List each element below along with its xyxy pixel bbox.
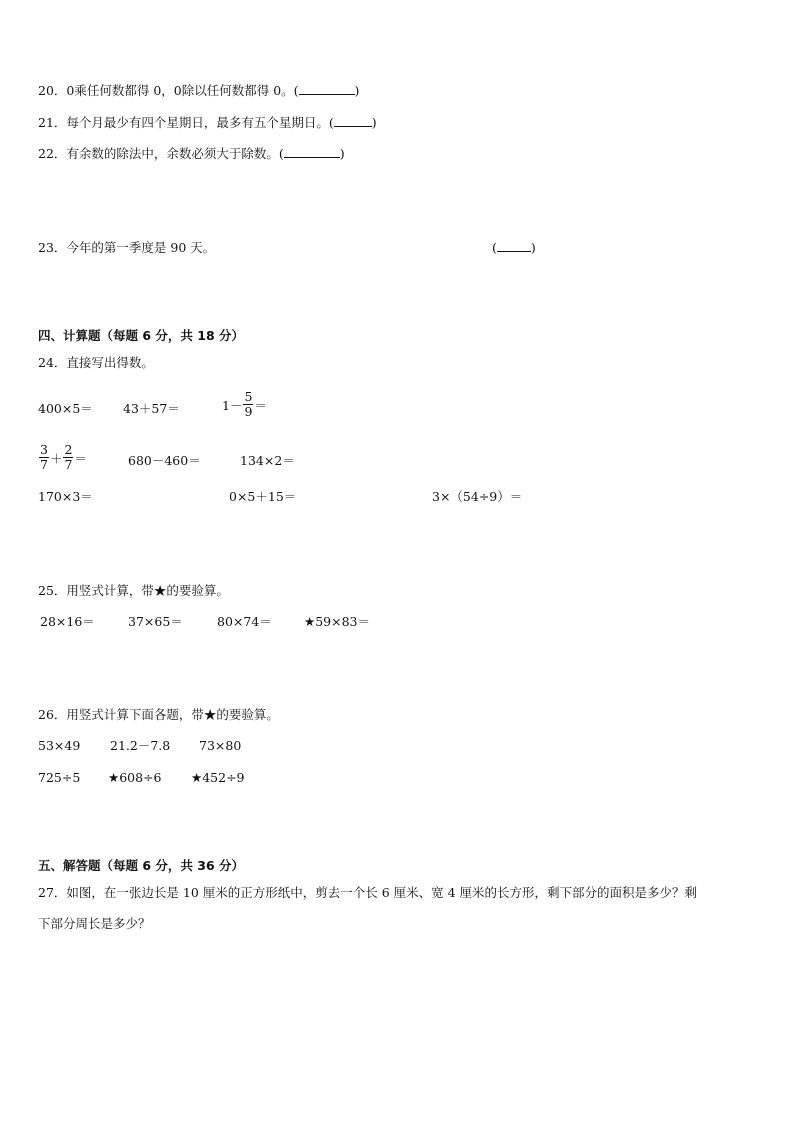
answer-slot-23 [492,239,536,257]
calc-item: ★59×83＝ [304,614,370,629]
question-23 [38,239,215,257]
answer-blank-23[interactable] [497,240,531,252]
paren-close: ) [339,146,345,161]
calc-item-fraction [222,390,267,419]
calc-item: 53×49 [38,738,81,753]
calc-item: 170×3＝ [38,489,93,504]
expr-part: ＋ [49,450,63,466]
calc-item: 73×80 [199,738,242,753]
expr-part: 1－ [222,397,243,413]
calc-item: 400×5＝ [38,401,93,416]
calc-item: 43＋57＝ [123,401,180,416]
paren-open: ( [492,240,497,255]
question-27-line-2: 下部分周长是多少？ [38,916,151,931]
question-24-prompt: 24．直接写出得数。 [38,355,154,370]
question-22-text: 22．有余数的除法中，余数必须大于除数。( [38,146,284,161]
fraction [63,443,73,472]
question-21-text: 21．每个月最少有四个星期日，最多有五个星期日。( [38,115,334,130]
calc-item: 0×5＋15＝ [229,489,297,504]
section-4-heading: 四、计算题（每题 6 分，共 18 分） [38,328,245,343]
question-25-prompt: 25．用竖式计算，带★的要验算。 [38,583,229,598]
fraction-denominator: 7 [40,457,48,472]
paren-close: ) [530,240,536,255]
question-23-text: 23．今年的第一季度是 90 天。 [38,240,216,255]
question-22 [38,145,345,163]
question-20-text: 20．0乘任何数都得 0，0除以任何数都得 0。( [38,83,299,98]
fraction-denominator: 9 [244,404,253,419]
calc-item: ★452÷9 [191,770,245,785]
calc-item: ★608÷6 [108,770,162,785]
question-26-prompt: 26．用竖式计算下面各题，带★的要验算。 [38,707,279,722]
calc-item: 37×65＝ [128,614,183,629]
answer-blank-21[interactable] [334,115,372,127]
calc-item-fraction [38,442,87,472]
answer-blank-20[interactable] [299,83,355,95]
calc-item: 725÷5 [38,770,81,785]
fraction-numerator: 3 [40,442,48,457]
calc-item: 134×2＝ [240,453,295,468]
fraction [39,443,49,472]
expr-part: ＝ [74,450,87,466]
expr-part: ＝ [254,397,267,413]
calc-item: 3×（54÷9）＝ [432,489,523,504]
fraction [243,390,253,419]
fraction-numerator: 5 [244,389,253,404]
calc-item: 680－460＝ [128,453,201,468]
calc-item: 21.2－7.8 [110,738,171,753]
calc-item: 28×16＝ [40,614,95,629]
question-21 [38,114,377,132]
paren-close: ) [354,83,360,98]
question-27-line-1: 27．如图，在一张边长是 10 厘米的正方形纸中，剪去一个长 6 厘米、宽 4 厘米的长方形，剩下部分的面积是多少？剩 [38,885,698,900]
fraction-numerator: 2 [64,442,73,457]
question-20 [38,82,359,100]
answer-blank-22[interactable] [284,146,340,158]
section-5-heading: 五、解答题（每题 6 分，共 36 分） [38,858,245,873]
calc-item: 80×74＝ [217,614,272,629]
fraction-denominator: 7 [64,457,73,472]
paren-close: ) [371,115,377,130]
